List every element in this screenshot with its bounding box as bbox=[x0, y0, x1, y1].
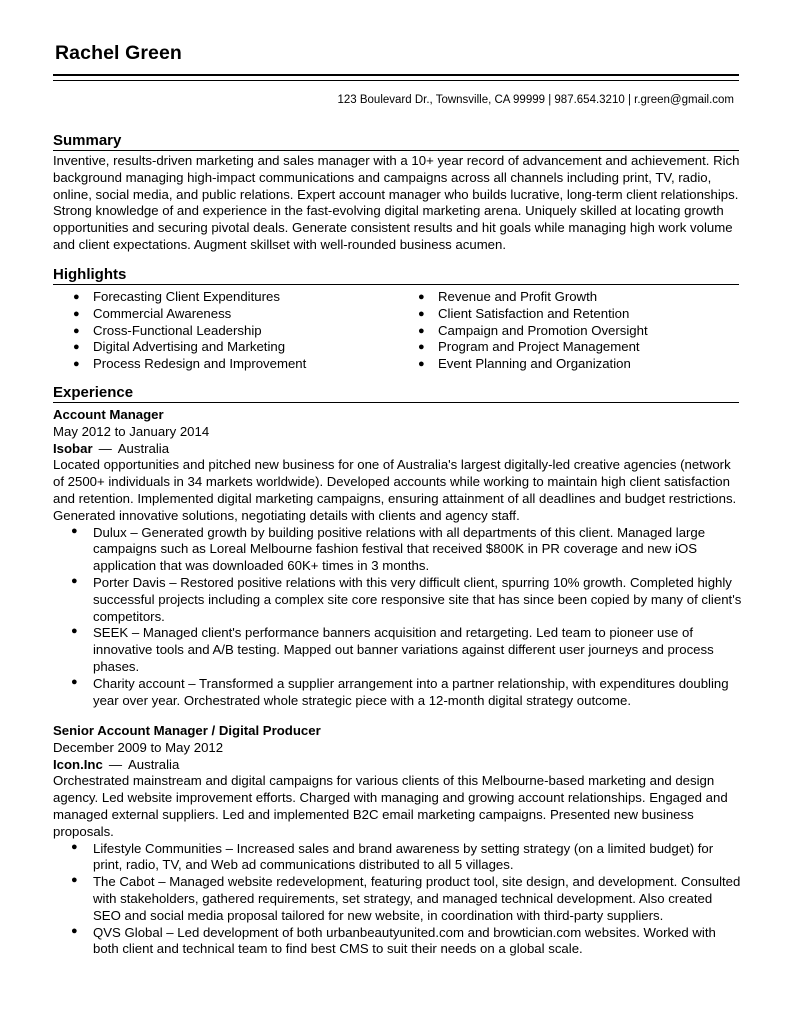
company-name: Icon.Inc bbox=[53, 756, 103, 772]
job-title: Senior Account Manager / Digital Producer bbox=[53, 723, 321, 738]
job-employer bbox=[53, 757, 743, 774]
job-entry bbox=[53, 407, 743, 709]
highlight-item: ● Forecasting Client Expenditures bbox=[73, 289, 280, 304]
job-bullets bbox=[53, 525, 743, 710]
highlight-item: ● Event Planning and Organization bbox=[418, 356, 631, 372]
job-bullets bbox=[53, 841, 743, 959]
highlights-right-list bbox=[416, 289, 648, 373]
job-dates: December 2009 to May 2012 bbox=[53, 739, 224, 755]
job-bullet: ● Charity account – Transformed a supplier arrangement into a partner relationship, with expenditures doubling year over year. Orchestrated whole strategic piece with a 12-month digital strategy outcome. bbox=[71, 675, 729, 708]
summary-text: Inventive, results-driven marketing and sales manager with a 10+ year record of advancement and achievement. Rich background managing high-impact communications and campaigns across all channels including print, TV, radio, online, social media, and public relations. Expert account manager who builds lucrative, long-term client relationships. Strong knowledge of and experience in the fast-evolving digital marketing arena. Uniquely skilled at locating growth opportunities and securing pivotal deals. Generate consistent results and hit goals while managing high work volume and client expectations. Augment skillset with well-rounded business acumen. bbox=[53, 153, 740, 252]
header-rule-thick bbox=[53, 74, 739, 76]
summary-heading: Summary bbox=[53, 132, 739, 151]
highlight-item: ● Campaign and Promotion Oversight bbox=[418, 322, 648, 338]
company-name: Isobar bbox=[53, 440, 93, 456]
bullet-icon: ● bbox=[418, 291, 425, 303]
highlight-item: ● Digital Advertising and Marketing bbox=[73, 339, 286, 355]
experience-heading: Experience bbox=[53, 384, 739, 403]
highlights-left-list bbox=[71, 289, 306, 373]
bullet-icon: ● bbox=[73, 291, 80, 303]
bullet-icon: ● bbox=[71, 924, 78, 937]
job-location: Australia bbox=[117, 440, 170, 456]
bullet-icon: ● bbox=[73, 324, 80, 337]
highlight-item: ● Program and Project Management bbox=[418, 339, 640, 355]
bullet-icon: ● bbox=[418, 358, 425, 371]
bullet-icon: ● bbox=[71, 524, 78, 537]
job-bullet: ● The Cabot – Managed website redevelopment, featuring product tool, site design, and development. Consulted with stakeholders, gathered requirements, set strategy, and managed technical development. Also created SEO and social media proposal tailored for new website, in coordination with third-party suppliers. bbox=[71, 874, 741, 923]
job-entry bbox=[53, 723, 743, 958]
job-bullet: ● QVS Global – Led development of both urbanbeautyunited.com and browtician.com websites. Worked with both client and technical team to find best CMS to suit their needs on a global scale. bbox=[71, 924, 716, 957]
bullet-icon: ● bbox=[71, 625, 78, 638]
job-bullet: ● Lifestyle Communities – Increased sales and brand awareness by setting strategy (on a limited budget) for print, radio, TV, and Web ad communications distributed to all 5 villages. bbox=[71, 840, 714, 873]
bullet-icon: ● bbox=[71, 874, 78, 887]
separator: — bbox=[98, 440, 112, 456]
bullet-icon: ● bbox=[73, 341, 80, 354]
header-rule-thin bbox=[53, 80, 739, 81]
highlight-item: ● Process Redesign and Improvement bbox=[73, 356, 307, 372]
highlights-heading: Highlights bbox=[53, 266, 739, 285]
candidate-name: Rachel Green bbox=[55, 42, 182, 64]
job-location: Australia bbox=[128, 756, 180, 772]
highlight-item: ● Revenue and Profit Growth bbox=[418, 289, 598, 304]
job-employer bbox=[53, 441, 743, 458]
bullet-icon: ● bbox=[418, 324, 425, 337]
highlight-item: ● Cross-Functional Leadership bbox=[73, 322, 262, 338]
job-title: Account Manager bbox=[53, 407, 164, 422]
highlight-item: ● Commercial Awareness bbox=[73, 305, 232, 321]
job-description: Orchestrated mainstream and digital campaigns for various clients of this Melbourne-based marketing and design agency. Led website improvement efforts. Charged with managing and growing account relationships. Engaged and managed external suppliers. Led and implemented B2C email marketing campaigns. Presented new business proposals. bbox=[53, 773, 728, 839]
job-bullet: ● Dulux – Generated growth by building positive relations with all departments of this client. Managed large campaigns such as Loreal Melbourne fashion festival that received $800K in PR coverage and new iOS application that was downloaded 60K+ times in 3 months. bbox=[71, 524, 706, 574]
bullet-icon: ● bbox=[71, 675, 78, 688]
bullet-icon: ● bbox=[73, 307, 80, 320]
bullet-icon: ● bbox=[418, 307, 425, 320]
job-bullet: ● SEEK – Managed client's performance banners acquisition and retargeting. Led team to pioneer use of innovative tools and A/B testing. Mapped out banner variations against different user journeys and process phases. bbox=[71, 625, 714, 674]
job-dates: May 2012 to January 2014 bbox=[53, 423, 210, 439]
job-description: Located opportunities and pitched new business for one of Australia's largest digitally-led creative agencies (network of 2500+ individuals in 34 markets worldwide). Developed accounts while working to maintain high client satisfaction and retention. Implemented digital marketing campaigns, ensuring attainment of all deadlines and budget restrictions. Generated innovative solutions, negotiating details with clients and agency staff. bbox=[53, 457, 737, 523]
job-bullet: ● Porter Davis – Restored positive relations with this very difficult client, spurring 10% growth. Completed highly successful projects including a complex site core responsive site that has since been copied by many of client's competitors. bbox=[71, 574, 742, 624]
bullet-icon: ● bbox=[71, 574, 78, 587]
bullet-icon: ● bbox=[73, 358, 80, 371]
separator: — bbox=[108, 756, 123, 772]
contact-info: 123 Boulevard Dr., Townsville, CA 99999 | 987.654.3210 | r.green@gmail.com bbox=[337, 94, 734, 106]
bullet-icon: ● bbox=[71, 840, 78, 853]
highlight-item: ● Client Satisfaction and Retention bbox=[418, 305, 630, 321]
bullet-icon: ● bbox=[418, 341, 425, 354]
